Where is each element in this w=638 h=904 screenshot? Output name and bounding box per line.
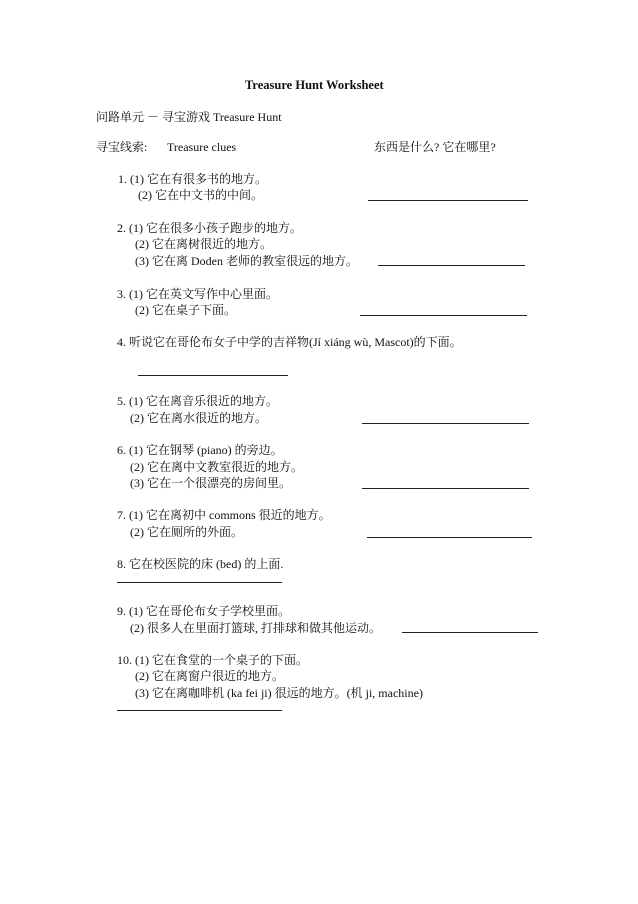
item-3-line-2: (2) 它在桌子下面。 bbox=[135, 303, 236, 317]
answer-blank-4[interactable] bbox=[138, 375, 288, 376]
item-5-line-1: 5. (1) 它在离音乐很近的地方。 bbox=[117, 394, 278, 408]
item-10-line-2: (2) 它在离窗户很近的地方。 bbox=[135, 669, 284, 683]
item-10-line-1: 10. (1) 它在食堂的一个桌子的下面。 bbox=[117, 653, 308, 667]
item-9-line-1: 9. (1) 它在哥伦布女子学校里面。 bbox=[117, 604, 290, 618]
item-6-line-2: (2) 它在离中文教室很近的地方。 bbox=[130, 460, 303, 474]
answer-header: 东西是什么? 它在哪里? bbox=[374, 140, 496, 154]
clues-english: Treasure clues bbox=[167, 140, 237, 154]
item-2-line-3: (3) 它在离 Doden 老师的教室很远的地方。 bbox=[135, 254, 358, 268]
answer-blank-8[interactable] bbox=[117, 582, 282, 583]
unit-line: 问路单元 － 寻宝游戏 Treasure Hunt bbox=[96, 110, 282, 124]
item-7-line-2: (2) 它在厕所的外面。 bbox=[130, 525, 243, 539]
answer-blank-1[interactable] bbox=[368, 200, 528, 201]
item-2-line-1: 2. (1) 它在很多小孩子跑步的地方。 bbox=[117, 221, 302, 235]
worksheet-title: Treasure Hunt Worksheet bbox=[245, 78, 384, 92]
answer-blank-3[interactable] bbox=[360, 315, 527, 316]
item-6-line-3: (3) 它在一个很漂亮的房间里。 bbox=[130, 476, 291, 490]
answer-blank-10[interactable] bbox=[117, 710, 282, 711]
item-7-line-1: 7. (1) 它在离初中 commons 很近的地方。 bbox=[117, 508, 331, 522]
item-10-line-3: (3) 它在离咖啡机 (ka fei ji) 很远的地方。(机 ji, machine) bbox=[135, 686, 423, 700]
item-1-line-2: (2) 它在中文书的中间。 bbox=[138, 188, 263, 202]
answer-blank-7[interactable] bbox=[367, 537, 532, 538]
item-2-line-2: (2) 它在离树很近的地方。 bbox=[135, 237, 272, 251]
item-1-line-1: 1. (1) 它在有很多书的地方。 bbox=[118, 172, 267, 186]
answer-blank-9[interactable] bbox=[402, 632, 538, 633]
item-4-line-1: 4. 听说它在哥伦布女子中学的吉祥物(Jí xiáng wù, Mascot)的下面。 bbox=[117, 335, 462, 349]
clues-label: 寻宝线索: bbox=[96, 140, 148, 154]
answer-blank-6[interactable] bbox=[362, 488, 529, 489]
item-5-line-2: (2) 它在离水很近的地方。 bbox=[130, 411, 267, 425]
item-6-line-1: 6. (1) 它在钢琴 (piano) 的旁边。 bbox=[117, 443, 283, 457]
item-3-line-1: 3. (1) 它在英文写作中心里面。 bbox=[117, 287, 278, 301]
item-9-line-2: (2) 很多人在里面打篮球, 打排球和做其他运动。 bbox=[130, 621, 381, 635]
answer-blank-2[interactable] bbox=[378, 265, 525, 266]
answer-blank-5[interactable] bbox=[362, 423, 529, 424]
item-8-line-1: 8. 它在校医院的床 (bed) 的上面. bbox=[117, 557, 284, 571]
